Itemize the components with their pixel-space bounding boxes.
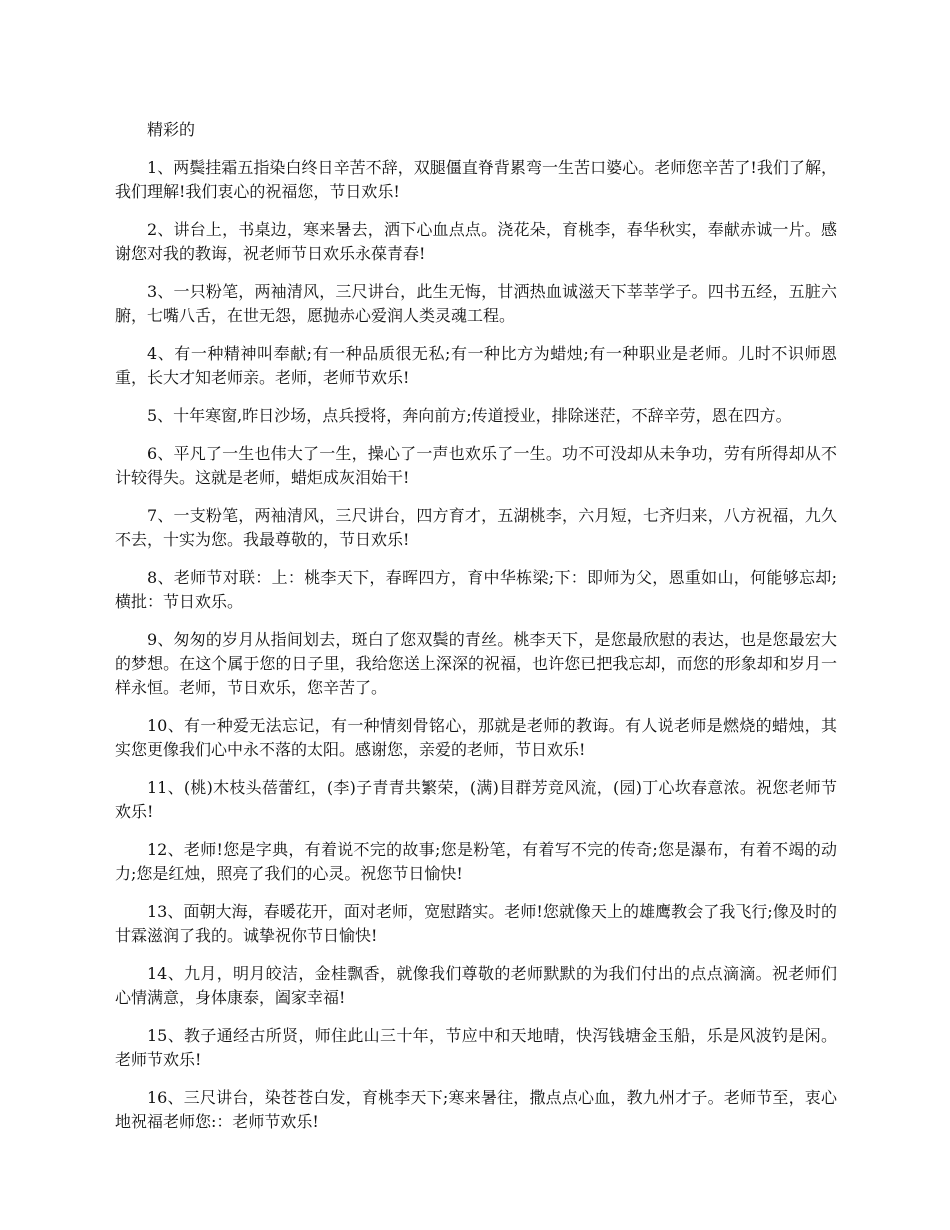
paragraph-16: 16、三尺讲台，染苍苍白发，育桃李天下;寒来暑往，撒点点心血，教九州才子。老师节至，衷心地祝福老师您:：老师节欢乐! bbox=[115, 1088, 837, 1131]
document-body bbox=[115, 118, 837, 1148]
paragraph-3: 3、一只粉笔，两袖清风，三尺讲台，此生无悔，甘洒热血诚滋天下莘莘学子。四书五经，五脏六腑，七嘴八舌，在世无怨，愿抛赤心爱润人类灵魂工程。 bbox=[115, 282, 837, 325]
paragraph-6: 6、平凡了一生也伟大了一生，操心了一声也欢乐了一生。功不可没却从未争功，劳有所得却从不计较得失。这就是老师，蜡炬成灰泪始干! bbox=[115, 444, 837, 487]
document-heading: 精彩的 bbox=[147, 120, 196, 139]
paragraph-7: 7、一支粉笔，两袖清风，三尺讲台，四方育才，五湖桃李，六月短，七齐归来，八方祝福，九久不去，十实为您。我最尊敬的，节日欢乐! bbox=[115, 506, 837, 549]
paragraph-10: 10、有一种爱无法忘记，有一种情刻骨铭心，那就是老师的教诲。有人说老师是燃烧的蜡烛，其实您更像我们心中永不落的太阳。感谢您，亲爱的老师，节日欢乐! bbox=[115, 716, 837, 759]
paragraph-11: 11、(桃)木枝头蓓蕾红，(李)子青青共繁荣，(满)目群芳竞风流，(园)丁心坎春意浓。祝您老师节欢乐! bbox=[115, 778, 837, 821]
paragraph-14: 14、九月，明月皎洁，金桂飘香，就像我们尊敬的老师默默的为我们付出的点点滴滴。祝老师们心情满意，身体康泰，阖家幸福! bbox=[115, 964, 837, 1007]
paragraph-4: 4、有一种精神叫奉献;有一种品质很无私;有一种比方为蜡烛;有一种职业是老师。儿时不识师恩重，长大才知老师亲。老师，老师节欢乐! bbox=[115, 344, 837, 387]
paragraph-9: 9、匆匆的岁月从指间划去，斑白了您双鬓的青丝。桃李天下，是您最欣慰的表达，也是您最宏大的梦想。在这个属于您的日子里，我给您送上深深的祝福，也许您已把我忘却，而您的形象却和岁月一样永恒。老师，节日欢乐，您辛苦了。 bbox=[115, 630, 837, 697]
paragraph-8: 8、老师节对联：上：桃李天下，春晖四方，育中华栋梁;下：即师为父，恩重如山，何能够忘却;横批：节日欢乐。 bbox=[115, 568, 837, 611]
paragraph-5: 5、十年寒窗,昨日沙场，点兵授将，奔向前方;传道授业，排除迷茫，不辞辛劳，恩在四方。 bbox=[147, 406, 792, 425]
paragraph-13: 13、面朝大海，春暖花开，面对老师，宽慰踏实。老师!您就像天上的雄鹰教会了我飞行;像及时的甘霖滋润了我的。诚挚祝你节日愉快! bbox=[115, 902, 837, 945]
paragraph-15: 15、教子通经古所贤，师住此山三十年，节应中和天地晴，快泻钱塘金玉船，乐是风波钓是闲。老师节欢乐! bbox=[115, 1026, 837, 1069]
paragraph-2: 2、讲台上，书桌边，寒来暑去，洒下心血点点。浇花朵，育桃李，春华秋实，奉献赤诚一片。感谢您对我的教诲，祝老师节日欢乐永葆青春! bbox=[115, 220, 837, 263]
paragraph-12: 12、老师!您是字典，有着说不完的故事;您是粉笔，有着写不完的传奇;您是瀑布，有着不竭的动力;您是红烛，照亮了我们的心灵。祝您节日愉快! bbox=[115, 840, 837, 883]
paragraph-1: 1、两鬓挂霜五指染白终日辛苦不辞，双腿僵直脊背累弯一生苦口婆心。老师您辛苦了!我们了解，我们理解!我们衷心的祝福您，节日欢乐! bbox=[115, 158, 837, 201]
